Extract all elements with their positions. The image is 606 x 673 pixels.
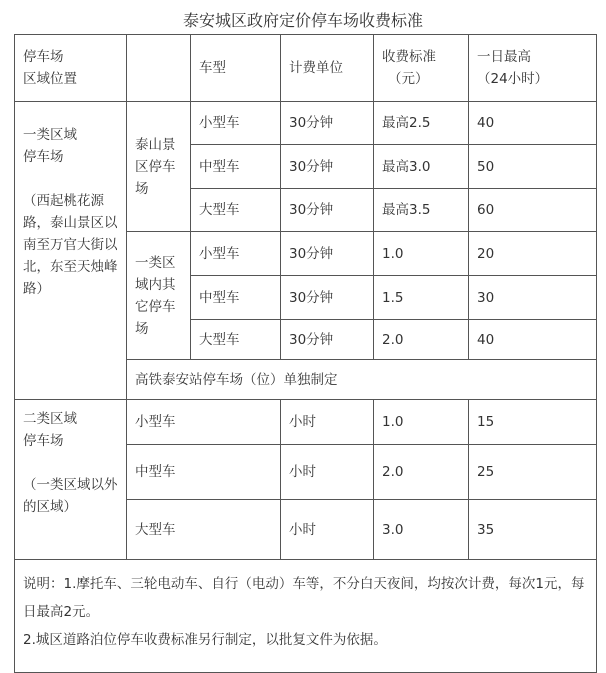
zone2-name-cell: 二类区域 停车场 （一类区域以外的区域）	[15, 400, 127, 560]
vehicle-type-cell: 中型车	[127, 445, 281, 500]
header-vehicle-type: 车型	[191, 35, 281, 102]
fee-cell: 2.0	[374, 320, 469, 360]
vehicle-type-cell: 小型车	[191, 232, 281, 276]
note-line-1: 说明：1.摩托车、三轮电动车、自行（电动）车等，不分白天夜间，均按次计费，每次1元，每日最高2元。	[23, 576, 585, 620]
fee-cell: 最高3.5	[374, 189, 469, 232]
zone1-sub2-cell: 一类区域内其它停车场	[127, 232, 191, 360]
fee-cell: 1.0	[374, 232, 469, 276]
vehicle-type-cell: 大型车	[191, 320, 281, 360]
vehicle-type-cell: 大型车	[127, 500, 281, 560]
zone1-name-cell: 一类区域 停车场 （西起桃花源路，泰山景区以南至万官大街以北，东至天烛峰路）	[15, 102, 127, 400]
daily-max-cell: 35	[469, 500, 597, 560]
daily-max-cell: 60	[469, 189, 597, 232]
notes-cell	[15, 560, 597, 673]
rail-station-note: 高铁泰安站停车场（位）单独制定	[127, 360, 597, 400]
unit-cell: 小时	[281, 500, 374, 560]
notes-row	[15, 560, 597, 673]
vehicle-type-cell: 小型车	[127, 400, 281, 445]
fee-cell: 最高3.0	[374, 145, 469, 189]
unit-cell: 30分钟	[281, 145, 374, 189]
table-row	[15, 102, 597, 145]
unit-cell: 30分钟	[281, 320, 374, 360]
zone1-description: （西起桃花源路，泰山景区以南至万官大街以北，东至天烛峰路）	[23, 193, 118, 297]
unit-cell: 小时	[281, 445, 374, 500]
header-row	[15, 35, 597, 102]
header-unit: 计费单位	[281, 35, 374, 102]
daily-max-cell: 15	[469, 400, 597, 445]
daily-max-cell: 30	[469, 276, 597, 320]
unit-cell: 30分钟	[281, 276, 374, 320]
fee-cell: 1.0	[374, 400, 469, 445]
fee-cell: 3.0	[374, 500, 469, 560]
header-daily-max: 一日最高 （24小时）	[469, 35, 597, 102]
unit-cell: 30分钟	[281, 102, 374, 145]
daily-max-cell: 40	[469, 102, 597, 145]
table-title: 泰安城区政府定价停车场收费标准	[182, 11, 423, 30]
zone2-description: （一类区域以外的区域）	[23, 477, 118, 515]
header-fee: 收费标准 （元）	[374, 35, 469, 102]
unit-cell: 小时	[281, 400, 374, 445]
unit-cell: 30分钟	[281, 189, 374, 232]
zone1-sub1-cell: 泰山景区停车场	[127, 102, 191, 232]
fee-cell: 2.0	[374, 445, 469, 500]
daily-max-cell: 20	[469, 232, 597, 276]
parking-fee-table	[14, 34, 597, 673]
header-area: 停车场 区域位置	[15, 35, 127, 102]
table-row	[15, 400, 597, 445]
daily-max-cell: 25	[469, 445, 597, 500]
fee-cell: 最高2.5	[374, 102, 469, 145]
vehicle-type-cell: 中型车	[191, 276, 281, 320]
vehicle-type-cell: 中型车	[191, 145, 281, 189]
fee-cell: 1.5	[374, 276, 469, 320]
daily-max-cell: 40	[469, 320, 597, 360]
vehicle-type-cell: 大型车	[191, 189, 281, 232]
vehicle-type-cell: 小型车	[191, 102, 281, 145]
note-line-2: 2.城区道路泊位停车收费标准另行制定，以批复文件为依据。	[23, 632, 387, 648]
daily-max-cell: 50	[469, 145, 597, 189]
unit-cell: 30分钟	[281, 232, 374, 276]
header-sub-area	[127, 35, 191, 102]
